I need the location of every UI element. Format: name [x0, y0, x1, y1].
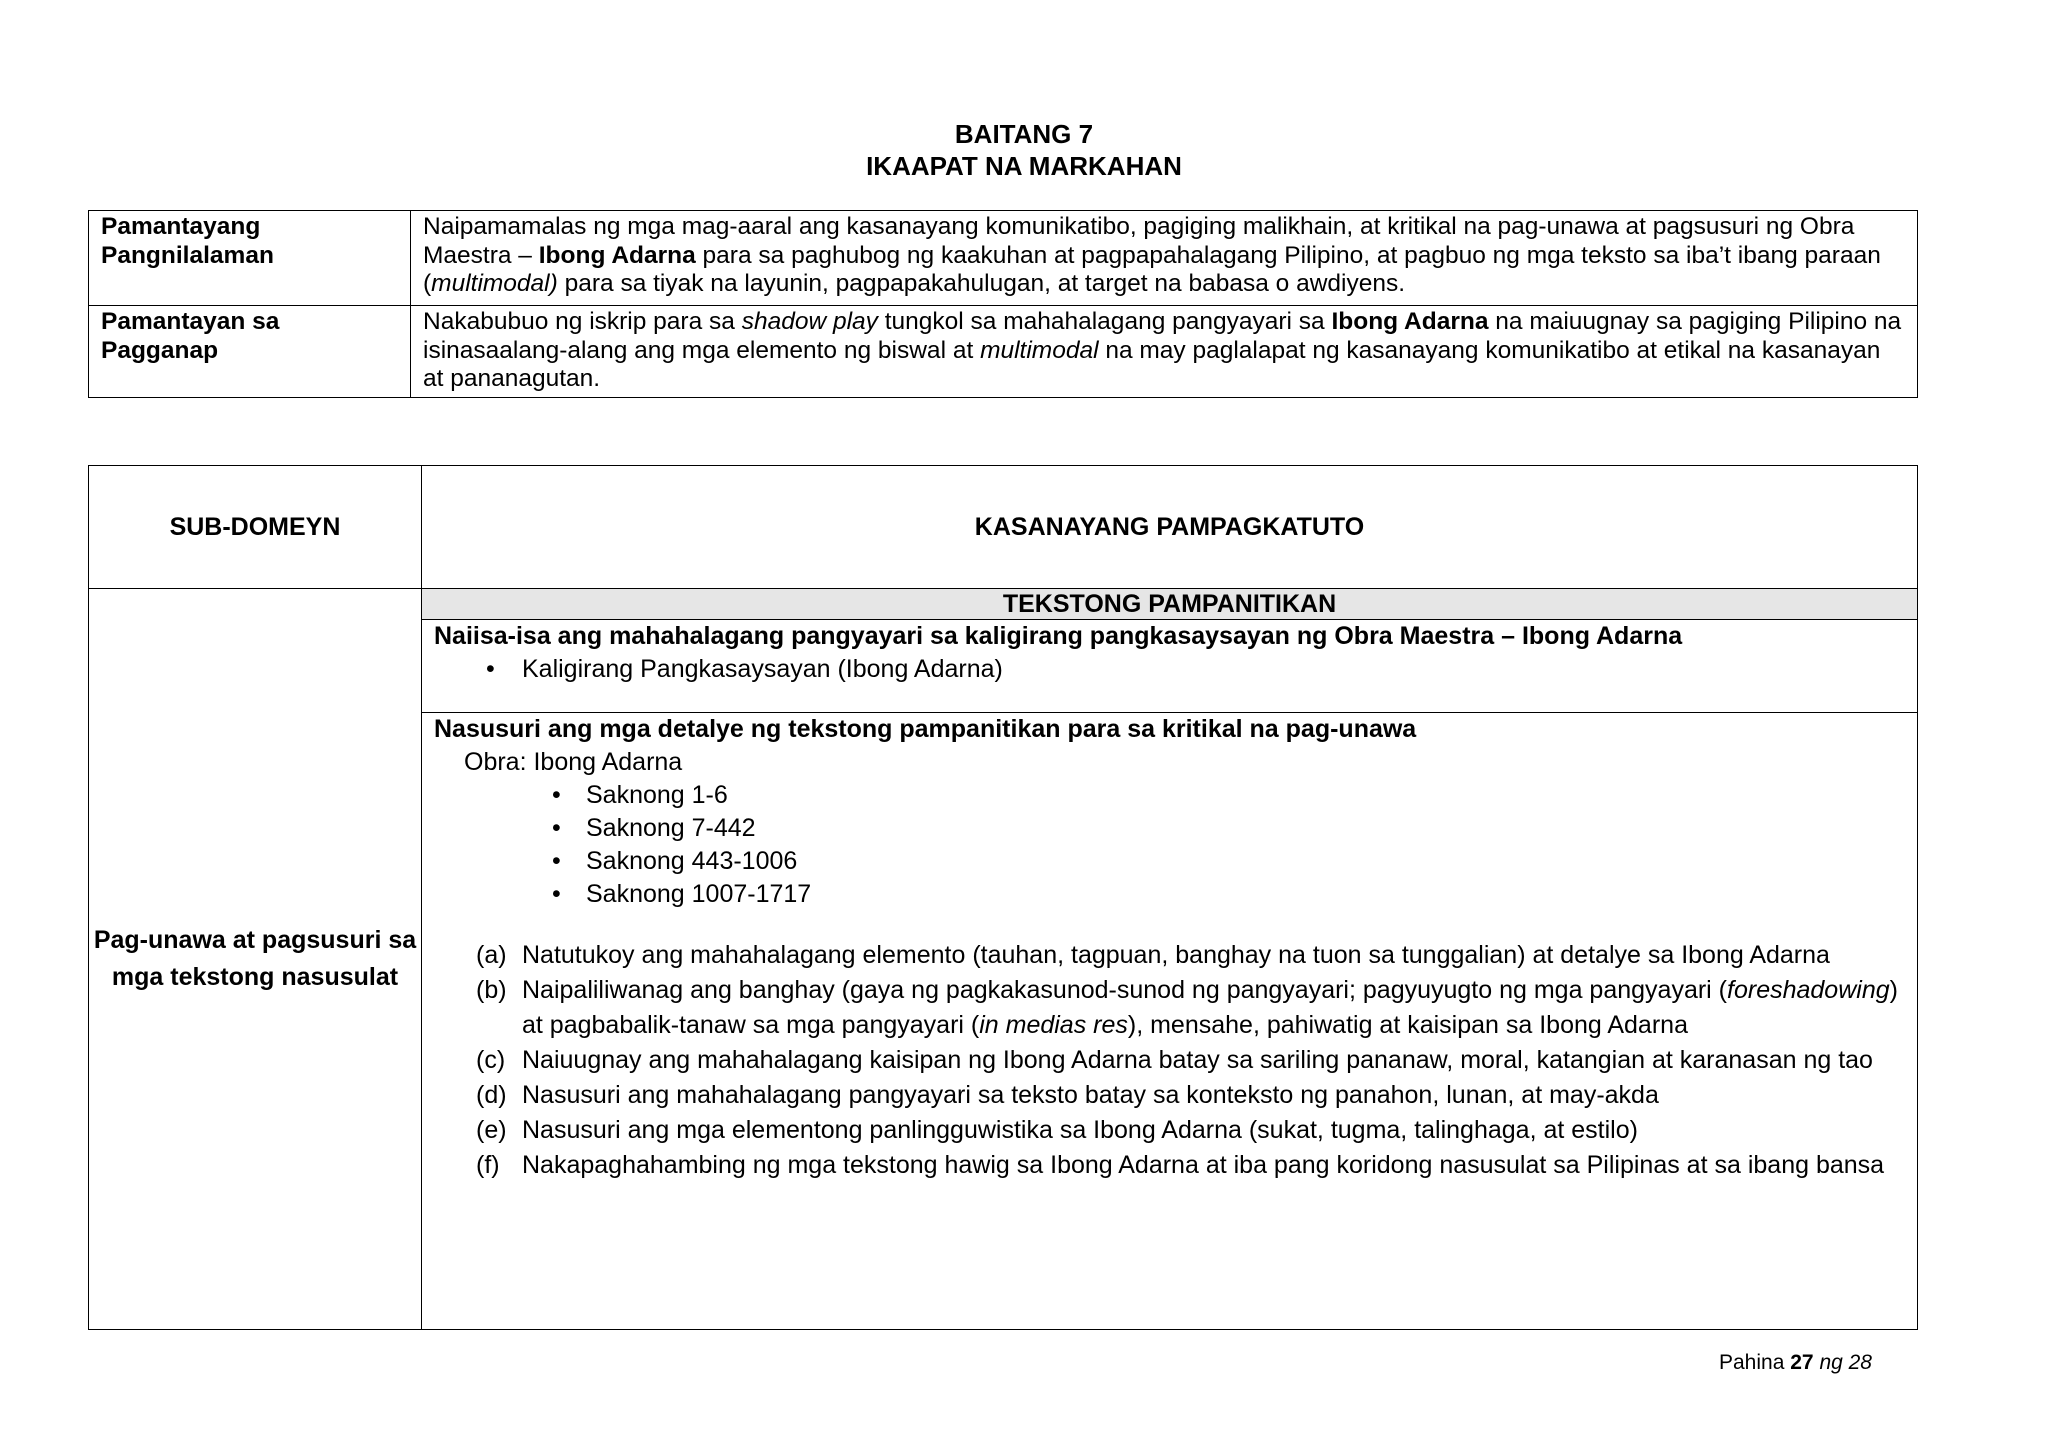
- item-letter: (d): [476, 1081, 507, 1109]
- performance-standard-text: [411, 306, 1918, 398]
- text-run-italic: multimodal): [431, 270, 558, 297]
- list-item-d: [434, 1078, 1905, 1113]
- subdomain-cell: Pag-unawa at pagsusuri sa mga tekstong nasusulat: [89, 589, 422, 1330]
- bullet-item: • Kaligirang Pangkasaysayan (Ibong Adarna): [434, 653, 1905, 686]
- competency-title: Nasusuri ang mga detalye ng tekstong pampanitikan para sa kritikal na pag-unawa: [434, 715, 1417, 743]
- item-text: Naiuugnay ang mahahalagang kaisipan ng Ibong Adarna batay sa sariling pananaw, moral, katangian at karanasan ng tao: [522, 1046, 1873, 1074]
- standards-table: [88, 210, 1918, 398]
- performance-standard-row: [89, 306, 1918, 398]
- list-item-f: [434, 1148, 1905, 1183]
- list-item-c: [434, 1043, 1905, 1078]
- page-number: [1719, 1351, 1872, 1375]
- item-text: Nasusuri ang mahahalagang pangyayari sa teksto batay sa konteksto ng panahon, lunan, at may-akda: [522, 1081, 1659, 1109]
- text-run: Naipamamalas ng mga mag-aaral ang kasanayang komunikatibo, pagiging malikhain, at kritikal na pag-unawa at pagsusuri ng Obra Maestra –: [423, 213, 1855, 269]
- item-text: ), mensahe, pahiwatig at kaisipan sa Ibong Adarna: [1127, 1011, 1688, 1039]
- text-run-italic: shadow play: [741, 308, 878, 335]
- total-pages: ng 28: [1819, 1351, 1872, 1374]
- competency-list: [434, 938, 1905, 1183]
- item-letter: (b): [476, 976, 507, 1004]
- content-standard-label: Pamantayang Pangnilalaman: [89, 211, 411, 306]
- category-row: [89, 589, 1918, 620]
- item-letter: (c): [476, 1046, 506, 1074]
- text-run: Nakabubuo ng iskrip para sa: [423, 308, 742, 335]
- item-letter: (a): [476, 941, 507, 969]
- performance-standard-label: Pamantayan sa Pagganap: [89, 306, 411, 398]
- competency-cell-1: [422, 620, 1918, 713]
- text-run: para sa paghubog ng kaakuhan at pagpapahalagang Pilipino, at pagbuo ng mga teksto sa iba’t ibang paraan (: [423, 241, 1881, 297]
- text-run: para sa tiyak na layunin, pagpapakahulugan, at target na babasa o awdiyens.: [557, 270, 1406, 297]
- competencies-table: [88, 465, 1918, 1330]
- competency-cell-2: [422, 713, 1918, 1330]
- text-run-bold: Ibong Adarna: [1331, 308, 1489, 335]
- item-text: Nakapaghahambing ng mga tekstong hawig sa Ibong Adarna at iba pang koridong nasusulat sa Pilipinas at sa ibang bansa: [522, 1151, 1885, 1179]
- section-item: • Saknong 7-442: [434, 812, 1905, 845]
- section-item: • Saknong 1007-1717: [434, 878, 1905, 911]
- page-label: Pahina: [1719, 1351, 1785, 1374]
- section-item: • Saknong 1-6: [434, 779, 1905, 812]
- item-letter: (e): [476, 1116, 507, 1144]
- item-letter: (f): [476, 1151, 500, 1179]
- subdomain-header: SUB-DOMEYN: [89, 466, 422, 589]
- list-item-b: [434, 973, 1905, 1043]
- list-item-e: [434, 1113, 1905, 1148]
- text-run: tungkol sa mahahalagang pangyayari sa: [877, 308, 1332, 335]
- item-text: Naipaliliwanag ang banghay (gaya ng pagkakasunod-sunod ng pangyayari; pagyuyugto ng mga pangyayari (: [522, 976, 1728, 1004]
- table-header-row: [89, 466, 1918, 589]
- competency-title: Naiisa-isa ang mahahalagang pangyayari sa kaligirang pangkasaysayan ng Obra Maestra – Ibong Adarna: [434, 622, 1683, 650]
- text-run: na may paglalapat ng kasanayang komunikatibo at etikal na kasanayan at pananagutan.: [423, 336, 1881, 392]
- text-run-bold: Ibong Adarna: [538, 241, 696, 269]
- text-run: na maiuugnay sa pagiging Pilipino na isinasaalang-alang ang mga elemento ng biswal at: [423, 308, 1902, 364]
- content-standard-row: [89, 211, 1918, 306]
- quarter-title: IKAAPAT NA MARKAHAN: [866, 151, 1182, 181]
- current-page: 27: [1790, 1351, 1814, 1374]
- category-label: TEKSTONG PAMPANITIKAN: [422, 589, 1918, 620]
- content-standard-text: [411, 211, 1918, 306]
- obra-label: Obra: Ibong Adarna: [464, 748, 683, 776]
- item-text: ) at pagbabalik-tanaw sa mga pangyayari (: [522, 976, 1898, 1039]
- section-item: • Saknong 443-1006: [434, 845, 1905, 878]
- grade-title: BAITANG 7: [954, 119, 1094, 149]
- item-text-italic: foreshadowing: [1727, 976, 1890, 1004]
- page-header: [0, 118, 2048, 182]
- item-text-italic: in medias res: [979, 1011, 1128, 1039]
- competency-header: KASANAYANG PAMPAGKATUTO: [422, 466, 1918, 589]
- item-text: Nasusuri ang mga elementong panlingguwistika sa Ibong Adarna (sukat, tugma, talinghaga, at estilo): [522, 1116, 1638, 1144]
- item-text: Natutukoy ang mahahalagang elemento (tauhan, tagpuan, banghay na tuon sa tunggalian) at detalye sa Ibong Adarna: [522, 941, 1830, 969]
- list-item-a: [434, 938, 1905, 973]
- text-run-italic: multimodal: [980, 336, 1099, 364]
